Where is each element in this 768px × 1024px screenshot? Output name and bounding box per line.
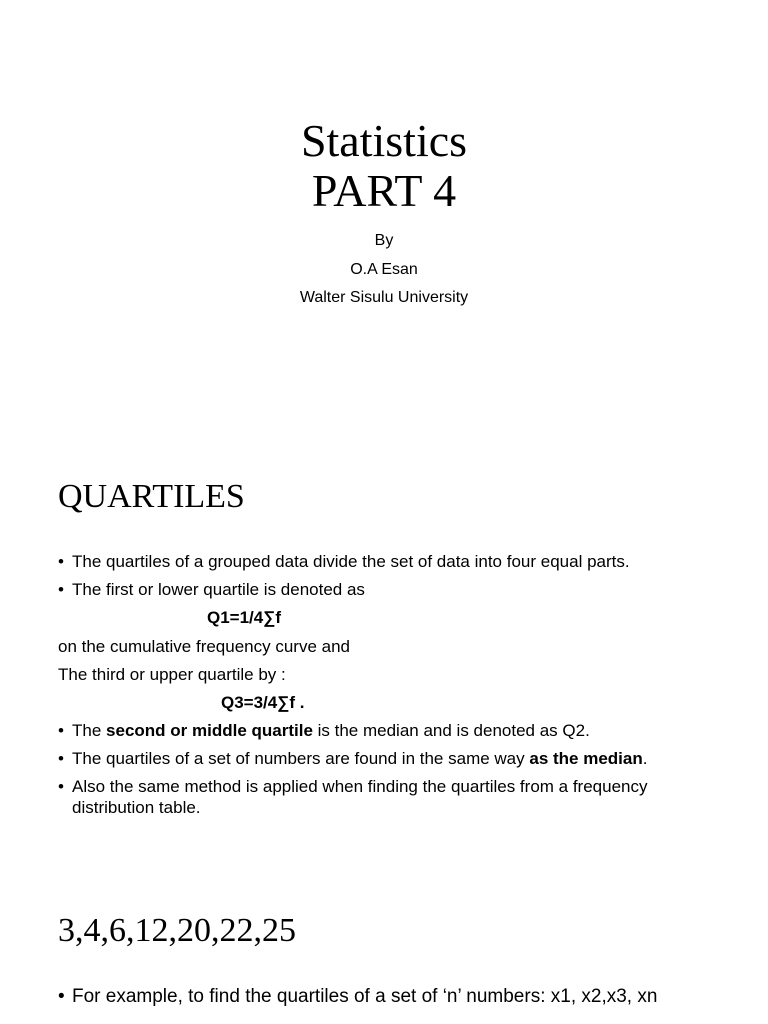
institution-name: Walter Sisulu University [299, 289, 469, 306]
bullet-text: For example, to find the quartiles of a set of ‘n’ numbers: x1, x2,x3, xn [72, 986, 658, 1007]
slide-title [0, 116, 768, 216]
third-quartile-line: The third or upper quartile by : [58, 665, 286, 684]
bullet-text [72, 720, 718, 741]
list-item [58, 776, 718, 818]
bullet-icon: • [58, 777, 64, 796]
bullet-text: Also the same method is applied when finding the quartiles from a frequency distribution table. [72, 777, 648, 817]
bullet-icon: • [58, 721, 64, 740]
bullet-text: The first or lower quartile is denoted as [72, 580, 365, 599]
cumulative-line: on the cumulative frequency curve and [58, 637, 351, 656]
list-item [58, 984, 698, 1010]
bullet-icon: • [58, 749, 64, 768]
data-set-heading: 3,4,6,12,20,22,25 [58, 912, 296, 949]
list-item [58, 579, 718, 600]
bullet-text: The quartiles of a grouped data divide the set of data into four equal parts. [72, 552, 630, 571]
bullet-bold-text: as the median [529, 749, 643, 768]
bullet-bold-text: second or middle quartile [106, 721, 313, 740]
quartiles-heading: QUARTILES [58, 478, 245, 515]
bullet-text-part: The [72, 721, 107, 740]
title-line-1: Statistics [300, 115, 468, 166]
bullet-icon: • [58, 552, 64, 571]
bullet-text [72, 748, 718, 769]
author-name: O.A Esan [350, 261, 418, 278]
by-label: By [374, 232, 394, 249]
list-item [58, 748, 718, 769]
bullet-text-part: is the median and is denoted as Q2. [312, 721, 590, 740]
q3-formula: Q3=3/4∑f . [221, 693, 305, 712]
title-line-2: PART 4 [311, 165, 457, 216]
bullet-icon: • [58, 580, 64, 599]
list-item [58, 720, 718, 741]
bullet-text-part: The quartiles of a set of numbers are found in the same way [72, 749, 530, 768]
q1-formula: Q1=1/4∑f [207, 608, 282, 627]
bullet-icon: • [58, 986, 65, 1007]
list-item [58, 551, 718, 572]
bullet-text-part: . [642, 749, 648, 768]
